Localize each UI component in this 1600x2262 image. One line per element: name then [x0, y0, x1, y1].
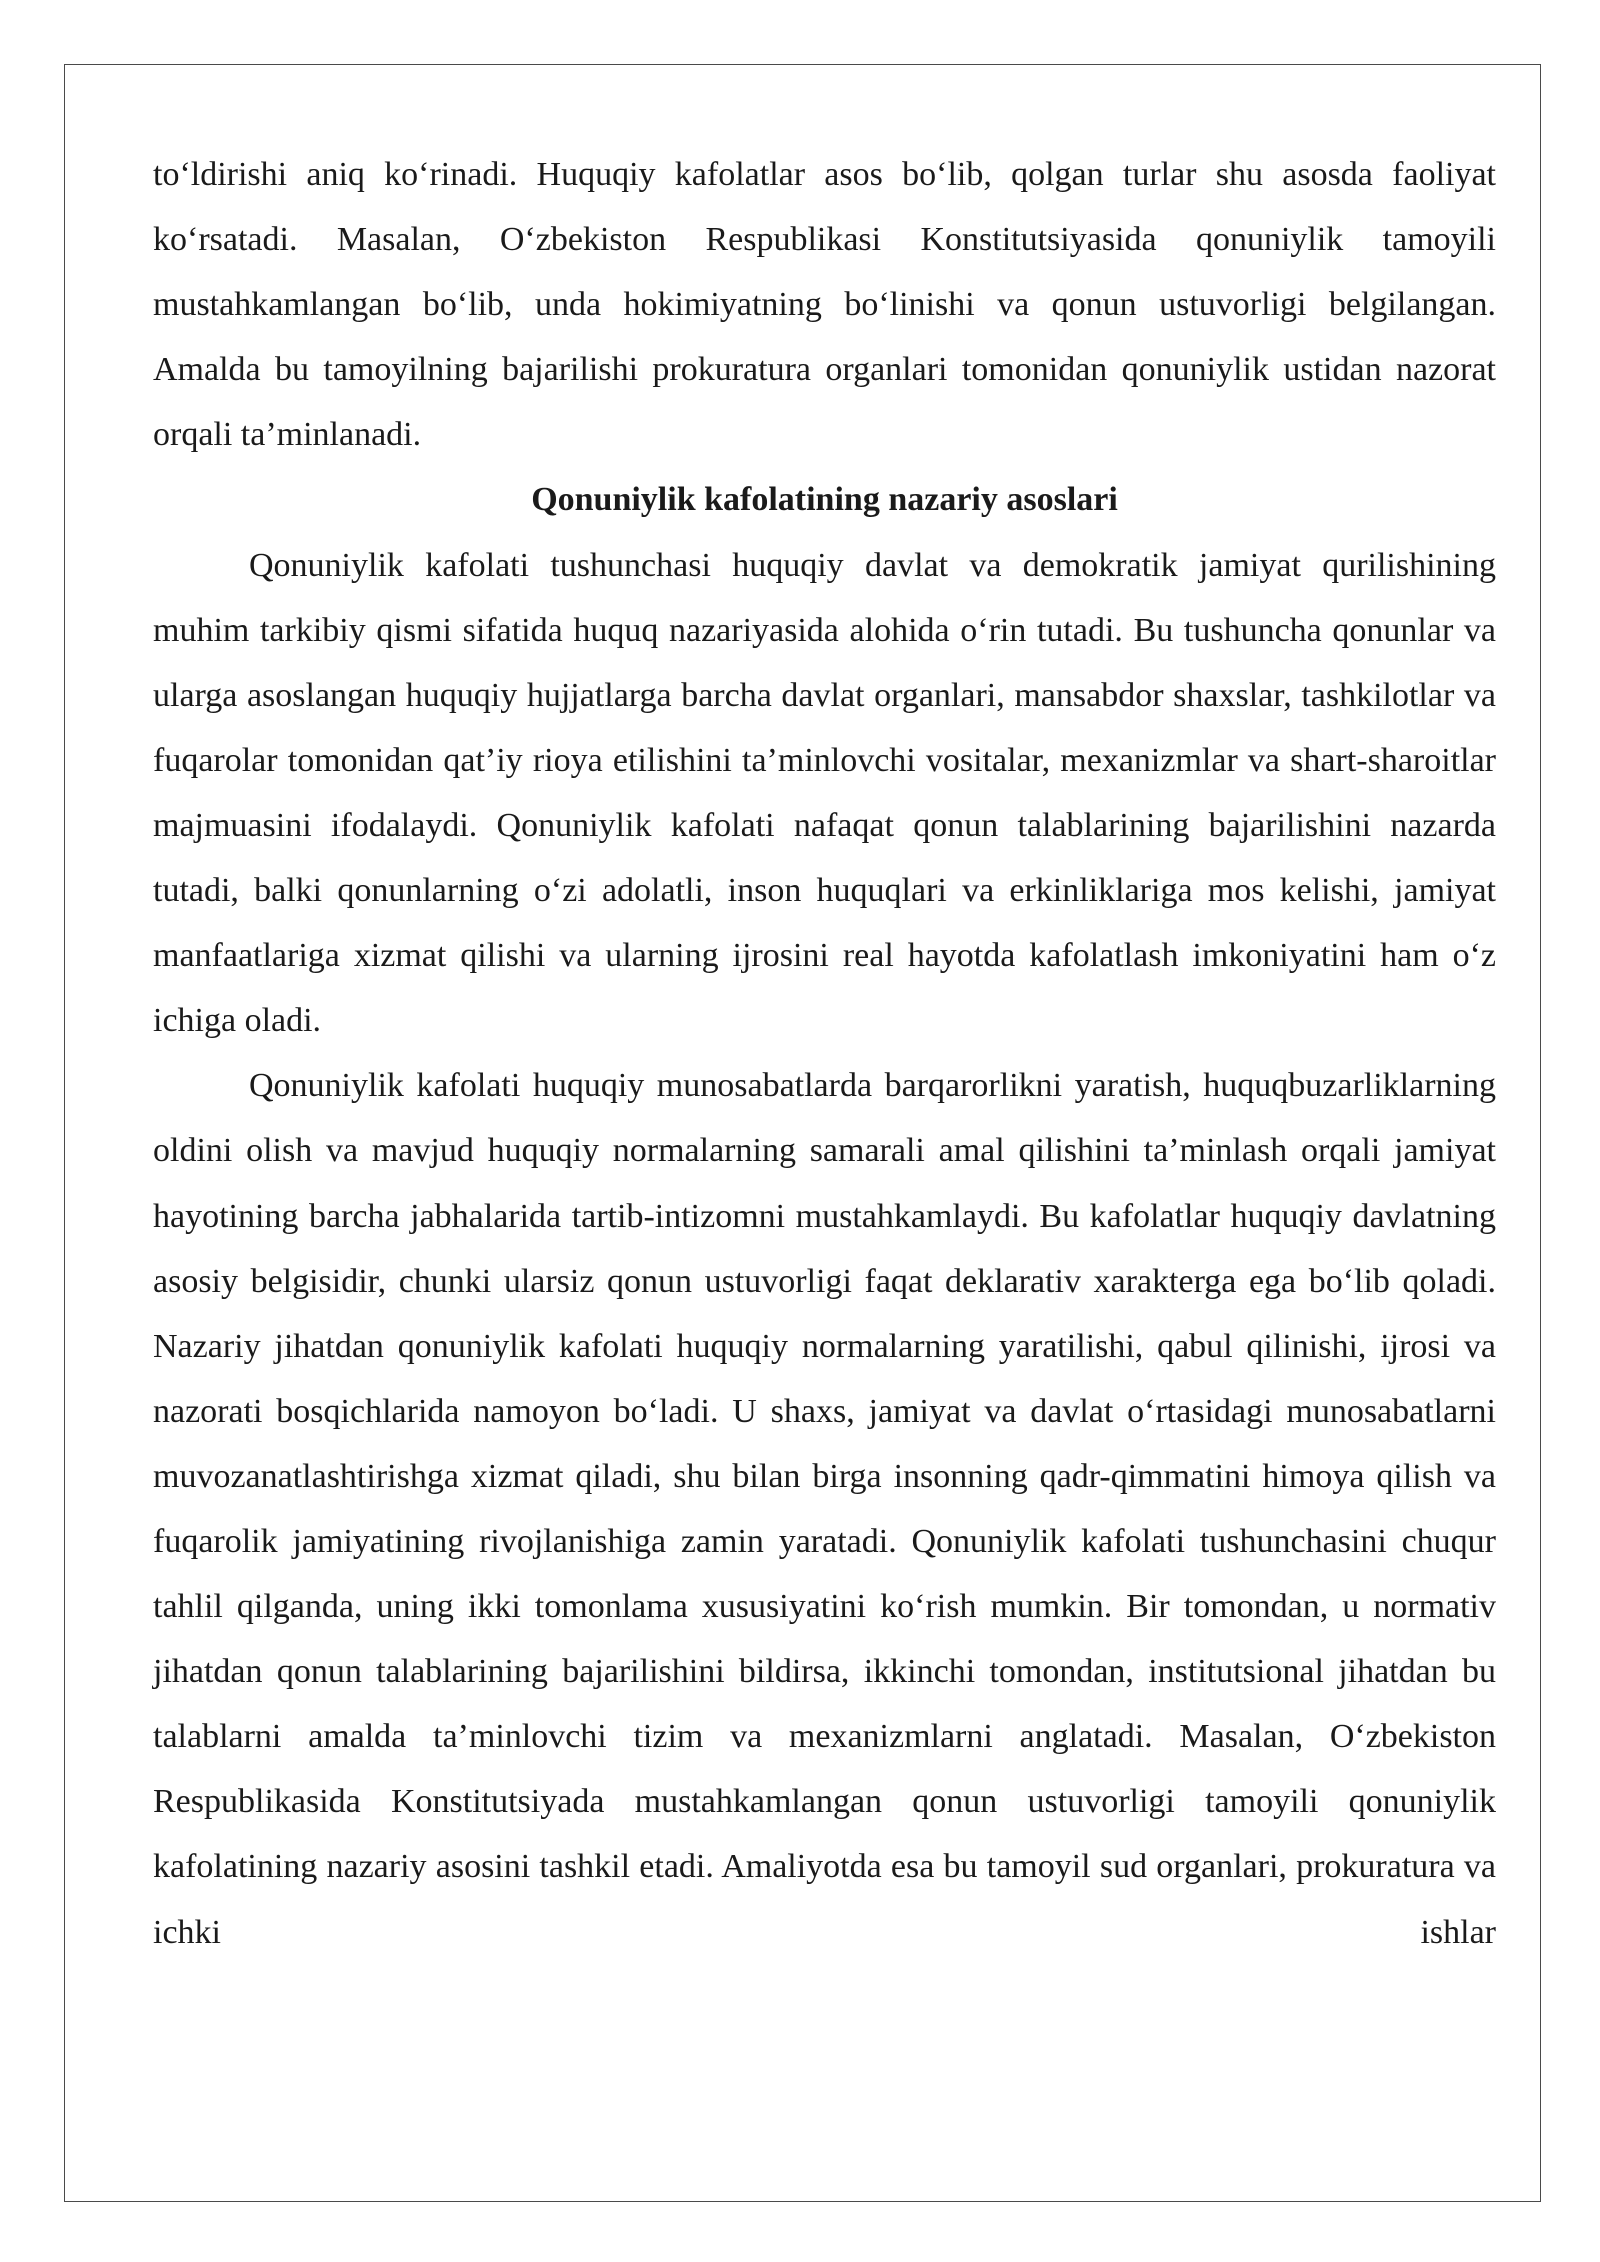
- body-paragraph: Qonuniylik kafolati tushunchasi huquqiy davlat va demokratik jamiyat qurilishining muhim tarkibiy qismi sifatida huquq nazariyasida alohida o‘rin tutadi. Bu tushuncha qonunlar va ularga asoslangan huquqiy hujjatlarga barcha davlat organlari, mansabdor shaxslar, tashkilotlar va fuqarolar tomonidan qat’iy rioya etilishini ta’minlovchi vositalar, mexanizmlar va shart-sharoitlar majmuasini ifodalaydi. Qonuniylik kafolati nafaqat qonun talablarining bajarilishini nazarda tutadi, balki qonunlarning o‘zi adolatli, inson huquqlari va erkinliklariga mos kelishi, jamiyat manfaatlariga xizmat qilishi va ularning ijrosini real hayotda kafolatlash imkoniyatini ham o‘z ichiga oladi.: [153, 546, 1496, 1040]
- body-paragraph: Qonuniylik kafolati huquqiy munosabatlarda barqarorlikni yaratish, huquqbuzarliklarning oldini olish va mavjud huquqiy normalarning samarali amal qilishini ta’minlash orqali jamiyat hayotining barcha jabhalarida tartib-intizomni mustahkamlaydi. Bu kafolatlar huquqiy davlatning asosiy belgisidir, chunki ularsiz qonun ustuvorligi faqat deklarativ xarakterga ega bo‘lib qoladi. Nazariy jihatdan qonuniylik kafolati huquqiy normalarning yaratilishi, qabul qilinishi, ijrosi va nazorati bosqichlarida namoyon bo‘ladi. U shaxs, jamiyat va davlat o‘rtasidagi munosabatlarni muvozanatlashtirishga xizmat qiladi, shu bilan birga insonning qadr-qimmatini himoya qilish va fuqarolik jamiyatining rivojlanishiga zamin yaratadi. Qonuniylik kafolati tushunchasini chuqur tahlil qilganda, uning ikki tomonlama xususiyatini ko‘rish mumkin. Bir tomondan, u normativ jihatdan qonun talablarining bajarilishini bildirsa, ikkinchi tomondan, institutsional jihatdan bu talablarni amalda ta’minlovchi tizim va mexanizmlarni anglatadi. Masalan, O‘zbekiston Respublikasida Konstitutsiyada mustahkamlangan qonun ustuvorligi tamoyili qonuniylik kafolatining nazariy asosini tashkil etadi. Amaliyotda esa bu tamoyil sud organlari, prokuratura va ichki ishlar: [153, 1067, 1496, 1951]
- document-body: [153, 142, 1496, 1965]
- section-heading: Qonuniylik kafolatining nazariy asoslari: [531, 481, 1118, 519]
- body-paragraph: to‘ldirishi aniq ko‘rinadi. Huquqiy kafolatlar asos bo‘lib, qolgan turlar shu asosda faoliyat ko‘rsatadi. Masalan, O‘zbekiston Respublikasi Konstitutsiyasida qonuniylik tamoyili mustahkamlangan bo‘lib, unda hokimiyatning bo‘linishi va qonun ustuvorligi belgilangan. Amalda bu tamoyilning bajarilishi prokuratura organlari tomonidan qonuniylik ustidan nazorat orqali ta’minlanadi.: [153, 156, 1496, 454]
